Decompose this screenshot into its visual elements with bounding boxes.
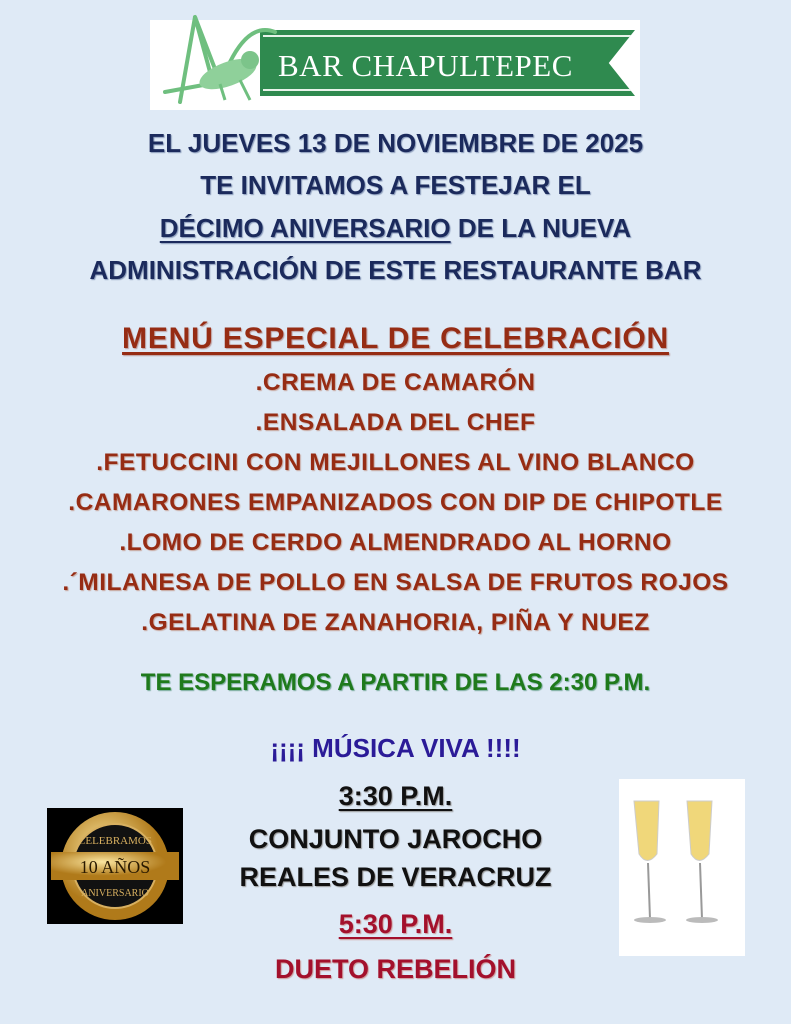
anniversary-rest: DE LA NUEVA bbox=[457, 213, 632, 243]
seal-top-text: CELEBRAMOS bbox=[78, 835, 152, 847]
menu-item: .CREMA DE CAMARÓN bbox=[255, 369, 536, 396]
seal-middle-text: 10 AÑOS bbox=[79, 857, 151, 877]
act-name: DUETO REBELIÓN bbox=[274, 954, 517, 984]
menu-item: .FETUCCINI CON MEJILLONES AL VINO BLANCO bbox=[96, 449, 695, 476]
menu-item: .CAMARONES EMPANIZADOS CON DIP DE CHIPOTLE bbox=[68, 489, 723, 516]
bar-logo bbox=[150, 20, 640, 110]
start-time: TE ESPERAMOS A PARTIR DE LAS 2:30 P.M. bbox=[140, 669, 651, 696]
menu-title: MENÚ ESPECIAL DE CELEBRACIÓN bbox=[122, 322, 669, 355]
menu-item: .LOMO DE CERDO ALMENDRADO AL HORNO bbox=[119, 529, 672, 556]
menu-item: .GELATINA DE ZANAHORIA, PIÑA Y NUEZ bbox=[141, 609, 650, 636]
act-time: 3:30 P.M. bbox=[338, 781, 453, 811]
menu-item: .´MILANESA DE POLLO EN SALSA DE FRUTOS ROJOS bbox=[62, 569, 729, 596]
logo-text: BAR CHAPULTEPEC bbox=[278, 48, 573, 83]
act-name: CONJUNTO JAROCHO bbox=[248, 824, 543, 854]
anniversary-seal bbox=[47, 808, 183, 924]
champagne-glasses-image bbox=[619, 779, 745, 956]
act-time: 5:30 P.M. bbox=[338, 909, 453, 939]
act-name: REALES DE VERACRUZ bbox=[239, 862, 552, 892]
grasshopper-icon bbox=[150, 12, 280, 112]
anniversary-line bbox=[0, 213, 791, 244]
seal-bottom-text: ANIVERSARIO bbox=[81, 888, 149, 899]
menu-item: .ENSALADA DEL CHEF bbox=[255, 409, 536, 436]
invite-line: TE INVITAMOS A FESTEJAR EL bbox=[200, 170, 591, 200]
anniversary-highlight: DÉCIMO ANIVERSARIO bbox=[159, 213, 451, 243]
event-date: EL JUEVES 13 DE NOVIEMBRE DE 2025 bbox=[147, 128, 644, 158]
music-title: ¡¡¡¡ MÚSICA VIVA !!!! bbox=[270, 733, 521, 763]
administration-line: ADMINISTRACIÓN DE ESTE RESTAURANTE BAR bbox=[89, 255, 702, 285]
